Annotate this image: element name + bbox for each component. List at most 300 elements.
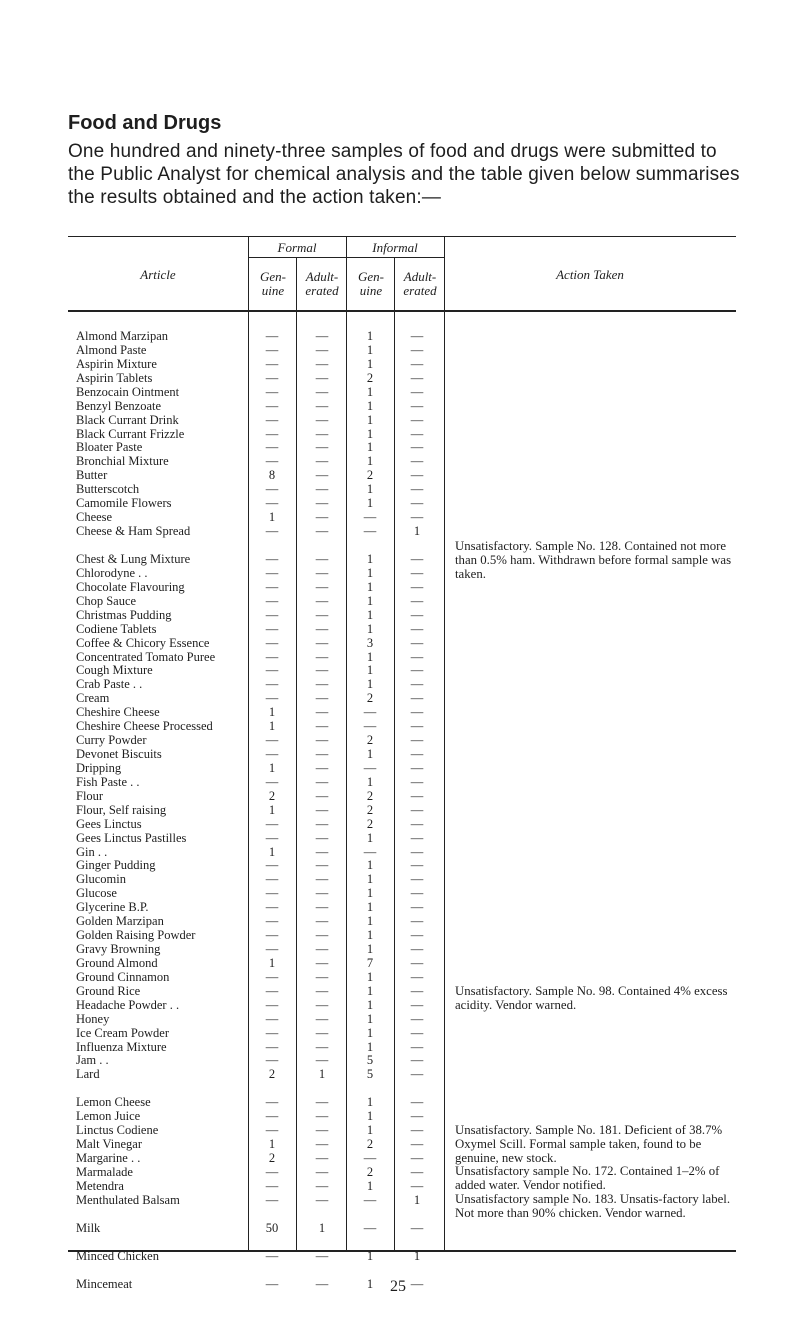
formal-genuine-count: —	[265, 593, 279, 608]
formal-adulterated-count: —	[315, 969, 329, 984]
table-row	[0, 580, 801, 594]
formal-genuine-count: —	[265, 1123, 279, 1138]
informal-genuine-count: 1	[366, 1011, 374, 1026]
formal-genuine-count: 1	[268, 802, 276, 817]
header-formal-genuine: Gen- uine	[260, 269, 286, 298]
informal-adulterated-count: —	[410, 1053, 424, 1068]
article-name: Malt Vinegar	[76, 1137, 143, 1152]
formal-genuine-count: —	[265, 398, 279, 413]
formal-adulterated-count: —	[315, 691, 329, 706]
informal-adulterated-count: —	[410, 955, 424, 970]
article-name: Menthulated Balsam	[76, 1192, 180, 1207]
informal-genuine-count: 1	[366, 356, 374, 371]
informal-adulterated-count: —	[410, 983, 424, 998]
article-name: Glucose	[76, 886, 117, 901]
informal-genuine-count: 2	[366, 733, 374, 747]
informal-adulterated-count: —	[410, 677, 424, 692]
formal-genuine-count: —	[265, 691, 279, 706]
informal-adulterated-count: —	[410, 1011, 424, 1026]
informal-adulterated-count: —	[410, 1109, 424, 1124]
table-row	[0, 622, 801, 636]
article-name: Flour, Self raising	[76, 802, 167, 817]
header-article: Article	[140, 267, 176, 282]
formal-genuine-count: —	[265, 496, 279, 511]
formal-genuine-count: —	[265, 1039, 279, 1054]
informal-genuine-count: 1	[366, 552, 374, 566]
formal-genuine-count: —	[265, 969, 279, 984]
informal-adulterated-count: —	[410, 942, 424, 956]
formal-adulterated-count: —	[315, 329, 329, 343]
article-name: Metendra	[76, 1178, 124, 1193]
informal-genuine-count: 1	[366, 1095, 374, 1110]
article-name: Cheshire Cheese Processed	[76, 719, 213, 734]
action-note: Unsatisfactory sample No. 172. Contained 1–2% of added water. Vendor notified.	[455, 1164, 720, 1192]
formal-adulterated-count: —	[315, 370, 329, 385]
informal-adulterated-count: —	[410, 412, 424, 427]
formal-genuine-count: —	[265, 635, 279, 650]
informal-genuine-count: 2	[366, 468, 374, 483]
formal-genuine-count: —	[265, 552, 279, 566]
formal-adulterated-count: —	[315, 1109, 329, 1124]
informal-adulterated-count: —	[410, 774, 424, 789]
informal-adulterated-count: —	[410, 747, 424, 761]
article-name: Concentrated Tomato Puree	[76, 649, 216, 664]
informal-genuine-count: 7	[366, 955, 374, 970]
informal-adulterated-count: —	[410, 872, 424, 887]
informal-genuine-count: 1	[366, 1123, 374, 1138]
informal-adulterated-count: —	[410, 398, 424, 413]
table-row	[0, 803, 801, 817]
article-name: Dripping	[76, 760, 122, 775]
informal-adulterated-count: —	[410, 719, 424, 734]
formal-genuine-count: —	[265, 384, 279, 399]
informal-genuine-count: 1	[366, 747, 374, 761]
article-name: Golden Raising Powder	[76, 928, 196, 943]
table-row	[0, 650, 801, 664]
article-name: Coffee & Chicory Essence	[76, 635, 210, 650]
article-name: Almond Marzipan	[76, 329, 168, 343]
formal-adulterated-count: —	[315, 552, 329, 566]
intro-paragraph: One hundred and ninety-three samples of food and drugs were submitted to the Public Analyst for chemical analysis and the table given below summarises the results obtained and the action taken:—	[68, 141, 740, 208]
informal-genuine-count: 1	[366, 384, 374, 399]
formal-genuine-count: —	[265, 872, 279, 887]
formal-genuine-count: —	[265, 1109, 279, 1124]
informal-adulterated-count: —	[410, 969, 424, 984]
formal-genuine-count: —	[265, 858, 279, 873]
formal-adulterated-count: —	[315, 733, 329, 747]
formal-genuine-count: —	[265, 440, 279, 455]
article-name: Milk	[76, 1220, 101, 1235]
formal-genuine-count: 1	[268, 510, 276, 525]
formal-adulterated-count: —	[315, 1039, 329, 1054]
formal-adulterated-count: —	[315, 579, 329, 594]
formal-adulterated-count: —	[315, 398, 329, 413]
informal-genuine-count: 1	[366, 482, 374, 497]
informal-adulterated-count: 1	[413, 1248, 421, 1263]
table-row	[0, 719, 801, 733]
informal-genuine-count: 1	[366, 1248, 374, 1263]
informal-genuine-count: 1	[366, 329, 374, 343]
formal-adulterated-count: —	[315, 1178, 329, 1193]
table-row	[0, 761, 801, 775]
table-row	[0, 942, 801, 956]
header-informal-adulterated: Adult- erated	[403, 269, 437, 298]
informal-genuine-count: 3	[366, 635, 374, 650]
formal-adulterated-count: —	[315, 900, 329, 915]
table-row	[0, 1040, 801, 1054]
formal-genuine-count: —	[265, 356, 279, 371]
formal-adulterated-count: —	[315, 342, 329, 357]
informal-adulterated-count: —	[410, 1067, 424, 1082]
article-name: Headache Powder . .	[76, 997, 180, 1012]
informal-genuine-count: 1	[366, 886, 374, 901]
informal-genuine-count: 1	[366, 649, 374, 664]
informal-adulterated-count: —	[410, 426, 424, 441]
informal-adulterated-count: —	[410, 496, 424, 511]
formal-genuine-count: —	[265, 983, 279, 998]
article-name: Cheese	[76, 510, 113, 525]
formal-genuine-count: —	[265, 1095, 279, 1110]
article-name: Influenza Mixture	[76, 1039, 167, 1054]
article-name: Aspirin Tablets	[76, 370, 153, 385]
article-name: Jam . .	[76, 1053, 109, 1068]
informal-genuine-count: 1	[366, 593, 374, 608]
article-name: Ground Rice	[76, 983, 141, 998]
formal-adulterated-count: —	[315, 593, 329, 608]
formal-adulterated-count: —	[315, 1192, 329, 1207]
informal-adulterated-count: —	[410, 691, 424, 706]
article-name: Golden Marzipan	[76, 914, 164, 929]
informal-adulterated-count: —	[410, 1220, 424, 1235]
formal-adulterated-count: —	[315, 677, 329, 692]
article-name: Chop Sauce	[76, 593, 137, 608]
formal-adulterated-count: —	[315, 1095, 329, 1110]
informal-genuine-count: 1	[366, 565, 374, 580]
informal-adulterated-count: —	[410, 830, 424, 845]
informal-adulterated-count: —	[410, 649, 424, 664]
informal-adulterated-count: —	[410, 900, 424, 915]
informal-genuine-count: —	[363, 719, 377, 734]
informal-adulterated-count: 1	[413, 1192, 421, 1207]
informal-genuine-count: 1	[366, 997, 374, 1012]
table-row	[0, 1249, 801, 1263]
informal-genuine-count: 1	[366, 398, 374, 413]
article-name: Bloater Paste	[76, 440, 143, 455]
article-name: Ground Cinnamon	[76, 969, 170, 984]
informal-genuine-count: 1	[366, 872, 374, 887]
formal-adulterated-count: —	[315, 663, 329, 678]
formal-adulterated-count: —	[315, 830, 329, 845]
action-note: Unsatisfactory sample No. 183. Unsatis-factory label. Not more than 90% chicken. Vendor warned.	[455, 1192, 731, 1220]
informal-genuine-count: 1	[366, 900, 374, 915]
table-row	[0, 399, 801, 413]
informal-adulterated-count: —	[410, 565, 424, 580]
informal-genuine-count: 1	[366, 1025, 374, 1040]
table-row	[0, 357, 801, 371]
formal-genuine-count: —	[265, 565, 279, 580]
article-name: Cheshire Cheese	[76, 705, 160, 720]
informal-genuine-count: 1	[366, 774, 374, 789]
formal-adulterated-count: —	[315, 1276, 329, 1291]
article-name: Honey	[76, 1011, 110, 1026]
article-name: Bronchial Mixture	[76, 454, 169, 469]
formal-adulterated-count: —	[315, 788, 329, 803]
informal-genuine-count: —	[363, 1151, 377, 1165]
table-row	[0, 956, 801, 970]
table-row	[0, 608, 801, 622]
formal-adulterated-count: —	[315, 997, 329, 1012]
informal-genuine-count: 5	[366, 1067, 374, 1082]
formal-adulterated-count: —	[315, 760, 329, 775]
informal-genuine-count: 1	[366, 342, 374, 357]
page-number: 25	[390, 1278, 406, 1295]
informal-genuine-count: 1	[366, 928, 374, 943]
informal-genuine-count: 1	[366, 1276, 374, 1291]
informal-adulterated-count: —	[410, 802, 424, 817]
formal-adulterated-count: —	[315, 886, 329, 901]
formal-genuine-count: —	[265, 370, 279, 385]
table-row	[0, 691, 801, 705]
action-note: Unsatisfactory. Sample No. 181. Deficient of 38.7% Oxymel Scill. Formal sample taken, found to be genuine, new stock.	[455, 1123, 723, 1165]
informal-adulterated-count: —	[410, 733, 424, 747]
informal-genuine-count: —	[363, 1220, 377, 1235]
formal-genuine-count: —	[265, 677, 279, 692]
formal-adulterated-count: —	[315, 412, 329, 427]
article-name: Chest & Lung Mixture	[76, 552, 191, 566]
informal-adulterated-count: —	[410, 1178, 424, 1193]
informal-adulterated-count: —	[410, 1039, 424, 1054]
article-name: Black Currant Frizzle	[76, 426, 185, 441]
header-action: Action Taken	[556, 267, 624, 282]
formal-genuine-count: —	[265, 329, 279, 343]
informal-adulterated-count: —	[410, 384, 424, 399]
table-row	[0, 845, 801, 859]
informal-genuine-count: 1	[366, 983, 374, 998]
table-row	[0, 747, 801, 761]
informal-adulterated-count: —	[410, 468, 424, 483]
informal-adulterated-count: —	[410, 816, 424, 831]
formal-genuine-count: —	[265, 579, 279, 594]
table-row	[0, 1067, 801, 1081]
formal-genuine-count: —	[265, 886, 279, 901]
table-row	[0, 831, 801, 845]
formal-adulterated-count: —	[315, 983, 329, 998]
article-name: Almond Paste	[76, 342, 147, 357]
informal-genuine-count: 1	[366, 496, 374, 511]
formal-adulterated-count: —	[315, 1248, 329, 1263]
formal-genuine-count: —	[265, 1276, 279, 1291]
article-name: Christmas Pudding	[76, 607, 172, 622]
formal-adulterated-count: —	[315, 802, 329, 817]
formal-genuine-count: —	[265, 454, 279, 469]
informal-genuine-count: 1	[366, 914, 374, 929]
informal-adulterated-count: —	[410, 663, 424, 678]
article-name: Crab Paste . .	[76, 677, 143, 692]
formal-adulterated-count: —	[315, 914, 329, 929]
action-note: Unsatisfactory. Sample No. 128. Contained not more than 0.5% ham. Withdrawn before formal sample was taken.	[455, 539, 732, 581]
formal-adulterated-count: —	[315, 955, 329, 970]
informal-genuine-count: 1	[366, 412, 374, 427]
informal-genuine-count: —	[363, 844, 377, 859]
informal-adulterated-count: —	[410, 928, 424, 943]
formal-genuine-count: —	[265, 524, 279, 538]
informal-genuine-count: 1	[366, 1109, 374, 1124]
informal-genuine-count: 1	[366, 579, 374, 594]
formal-adulterated-count: —	[315, 1123, 329, 1138]
formal-genuine-count: —	[265, 914, 279, 929]
informal-genuine-count: 1	[366, 677, 374, 692]
formal-adulterated-count: —	[315, 384, 329, 399]
table-row	[0, 385, 801, 399]
formal-genuine-count: 2	[268, 1151, 276, 1165]
informal-genuine-count: 2	[366, 691, 374, 706]
informal-genuine-count: —	[363, 510, 377, 525]
informal-genuine-count: 2	[366, 802, 374, 817]
article-name: Benzocain Ointment	[76, 384, 180, 399]
informal-genuine-count: 5	[366, 1053, 374, 1068]
informal-adulterated-count: —	[410, 858, 424, 873]
informal-genuine-count: —	[363, 705, 377, 720]
table-row	[0, 482, 801, 496]
informal-adulterated-count: 1	[413, 524, 421, 538]
formal-genuine-count: —	[265, 942, 279, 956]
formal-genuine-count: 2	[268, 788, 276, 803]
table-row	[0, 928, 801, 942]
formal-genuine-count: —	[265, 426, 279, 441]
informal-adulterated-count: —	[410, 997, 424, 1012]
article-name: Fish Paste . .	[76, 774, 140, 789]
table-row	[0, 789, 801, 803]
formal-adulterated-count: —	[315, 705, 329, 720]
table-row	[0, 329, 801, 343]
article-name: Cough Mixture	[76, 663, 153, 678]
header-formal-adulterated: Adult- erated	[305, 269, 339, 298]
formal-adulterated-count: —	[315, 1011, 329, 1026]
informal-genuine-count: 1	[366, 607, 374, 622]
informal-adulterated-count: —	[410, 370, 424, 385]
formal-adulterated-count: —	[315, 621, 329, 636]
informal-adulterated-count: —	[410, 1025, 424, 1040]
article-name: Curry Powder	[76, 733, 147, 747]
formal-adulterated-count: —	[315, 356, 329, 371]
table-row	[0, 1109, 801, 1123]
table-row	[0, 858, 801, 872]
formal-genuine-count: 1	[268, 719, 276, 734]
article-name: Minced Chicken	[76, 1248, 159, 1263]
informal-adulterated-count: —	[410, 1276, 424, 1291]
informal-genuine-count: 2	[366, 1137, 374, 1152]
article-name: Ginger Pudding	[76, 858, 156, 873]
table-row	[0, 510, 801, 524]
formal-genuine-count: —	[265, 1192, 279, 1207]
table-row	[0, 440, 801, 454]
informal-genuine-count: 1	[366, 969, 374, 984]
table-row	[0, 886, 801, 900]
table-row	[0, 454, 801, 468]
informal-genuine-count: 1	[366, 440, 374, 455]
formal-adulterated-count: 1	[318, 1067, 326, 1082]
formal-genuine-count: —	[265, 1178, 279, 1193]
formal-adulterated-count: —	[315, 454, 329, 469]
informal-adulterated-count: —	[410, 705, 424, 720]
table-row	[0, 413, 801, 427]
formal-adulterated-count: —	[315, 844, 329, 859]
informal-genuine-count: 1	[366, 621, 374, 636]
formal-adulterated-count: —	[315, 607, 329, 622]
article-name: Gees Linctus Pastilles	[76, 830, 187, 845]
article-name: Lard	[76, 1067, 100, 1082]
formal-genuine-count: 1	[268, 760, 276, 775]
article-name: Cheese & Ham Spread	[76, 524, 191, 538]
table-row	[0, 663, 801, 677]
article-name: Lemon Cheese	[76, 1095, 151, 1110]
informal-adulterated-count: —	[410, 844, 424, 859]
table-row	[0, 636, 801, 650]
informal-adulterated-count: —	[410, 760, 424, 775]
informal-genuine-count: 1	[366, 1178, 374, 1193]
formal-adulterated-count: —	[315, 649, 329, 664]
formal-adulterated-count: —	[315, 482, 329, 497]
formal-genuine-count: —	[265, 607, 279, 622]
informal-adulterated-count: —	[410, 329, 424, 343]
formal-genuine-count: —	[265, 774, 279, 789]
formal-adulterated-count: —	[315, 426, 329, 441]
formal-genuine-count: —	[265, 1053, 279, 1068]
formal-genuine-count: —	[265, 997, 279, 1012]
article-name: Devonet Biscuits	[76, 747, 162, 761]
informal-adulterated-count: —	[410, 1123, 424, 1138]
formal-adulterated-count: —	[315, 774, 329, 789]
formal-adulterated-count: —	[315, 942, 329, 956]
formal-adulterated-count: —	[315, 635, 329, 650]
formal-genuine-count: —	[265, 900, 279, 915]
formal-adulterated-count: —	[315, 1053, 329, 1068]
formal-adulterated-count: —	[315, 928, 329, 943]
header-formal: Formal	[277, 240, 317, 255]
formal-genuine-count: —	[265, 733, 279, 747]
article-name: Mincemeat	[76, 1276, 133, 1291]
informal-adulterated-count: —	[410, 552, 424, 566]
formal-adulterated-count: —	[315, 816, 329, 831]
article-name: Gravy Browning	[76, 942, 161, 956]
article-name: Chlorodyne . .	[76, 565, 148, 580]
article-name: Ice Cream Powder	[76, 1025, 170, 1040]
formal-genuine-count: 1	[268, 705, 276, 720]
formal-genuine-count: —	[265, 621, 279, 636]
formal-adulterated-count: —	[315, 1164, 329, 1179]
formal-genuine-count: 8	[268, 468, 276, 483]
informal-adulterated-count: —	[410, 621, 424, 636]
page-heading: Food and Drugs	[68, 112, 222, 134]
table-row	[0, 1095, 801, 1109]
article-name: Aspirin Mixture	[76, 356, 157, 371]
table-row	[0, 468, 801, 482]
table-row	[0, 1221, 801, 1235]
formal-adulterated-count: 1	[318, 1220, 326, 1235]
formal-adulterated-count: —	[315, 872, 329, 887]
article-name: Lemon Juice	[76, 1109, 141, 1124]
formal-genuine-count: 1	[268, 955, 276, 970]
table-row	[0, 817, 801, 831]
article-name: Flour	[76, 788, 104, 803]
informal-adulterated-count: —	[410, 1151, 424, 1165]
informal-adulterated-count: —	[410, 593, 424, 608]
article-name: Ground Almond	[76, 955, 158, 970]
formal-adulterated-count: —	[315, 719, 329, 734]
formal-adulterated-count: —	[315, 1137, 329, 1152]
formal-genuine-count: —	[265, 830, 279, 845]
table-row	[0, 371, 801, 385]
